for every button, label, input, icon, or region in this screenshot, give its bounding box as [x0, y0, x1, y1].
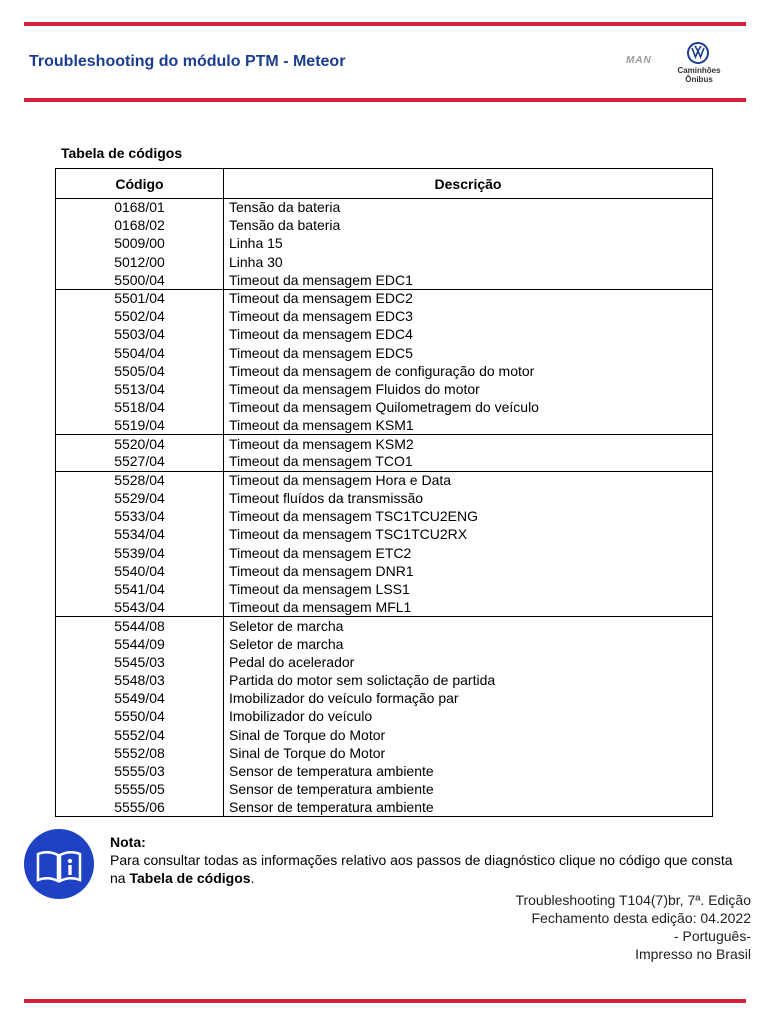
- table-row[interactable]: [56, 326, 713, 344]
- table-row[interactable]: [56, 289, 713, 307]
- fault-code-cell[interactable]: 5502/04: [56, 308, 224, 326]
- table-row[interactable]: [56, 199, 713, 217]
- table-row[interactable]: [56, 490, 713, 508]
- fault-description-cell: Sinal de Torque do Motor: [224, 744, 713, 762]
- fault-description-cell: Tensão da bateria: [224, 217, 713, 235]
- fault-description-cell: Timeout da mensagem Fluidos do motor: [224, 380, 713, 398]
- fault-code-cell[interactable]: 5543/04: [56, 599, 224, 617]
- fault-code-cell[interactable]: 0168/01: [56, 199, 224, 217]
- fault-code-cell[interactable]: 5500/04: [56, 271, 224, 289]
- page-title: Troubleshooting do módulo PTM - Meteor: [29, 53, 346, 70]
- fault-description-cell: Partida do motor sem solictação de partida: [224, 671, 713, 689]
- fault-code-cell[interactable]: 5513/04: [56, 380, 224, 398]
- table-row[interactable]: [56, 580, 713, 598]
- fault-code-cell[interactable]: 5012/00: [56, 253, 224, 271]
- fault-description-cell: Sensor de temperatura ambiente: [224, 781, 713, 799]
- brand-line-2: Ônibus: [685, 75, 713, 84]
- table-row[interactable]: [56, 271, 713, 289]
- fault-code-cell[interactable]: 5540/04: [56, 562, 224, 580]
- edition-line-4: Impresso no Brasil: [635, 946, 751, 962]
- fault-description-cell: Timeout da mensagem EDC4: [224, 326, 713, 344]
- brand-caption: [676, 66, 722, 84]
- brand-line-1: Caminhões: [677, 66, 721, 75]
- fault-description-cell: Timeout da mensagem EDC3: [224, 308, 713, 326]
- note-table-link[interactable]: Tabela de códigos: [129, 870, 251, 886]
- fault-description-cell: Sinal de Torque do Motor: [224, 726, 713, 744]
- fault-code-cell[interactable]: 5544/09: [56, 635, 224, 653]
- table-row[interactable]: [56, 526, 713, 544]
- fault-description-cell: Linha 15: [224, 235, 713, 253]
- fault-code-cell[interactable]: 5544/08: [56, 617, 224, 635]
- table-row[interactable]: [56, 671, 713, 689]
- fault-code-cell[interactable]: 5545/03: [56, 653, 224, 671]
- fault-description-cell: Pedal do acelerador: [224, 653, 713, 671]
- fault-code-cell[interactable]: 5529/04: [56, 490, 224, 508]
- fault-description-cell: Imobilizador do veículo: [224, 708, 713, 726]
- fault-code-cell[interactable]: 5520/04: [56, 435, 224, 453]
- fault-description-cell: Timeout da mensagem de configuração do motor: [224, 362, 713, 380]
- table-row[interactable]: [56, 344, 713, 362]
- fault-description-cell: Timeout da mensagem MFL1: [224, 599, 713, 617]
- fault-description-cell: Seletor de marcha: [224, 635, 713, 653]
- table-row[interactable]: [56, 471, 713, 489]
- table-row[interactable]: [56, 799, 713, 817]
- fault-description-cell: Timeout da mensagem Hora e Data: [224, 471, 713, 489]
- table-row[interactable]: [56, 253, 713, 271]
- fault-description-cell: Timeout da mensagem Quilometragem do veículo: [224, 399, 713, 417]
- fault-description-cell: Linha 30: [224, 253, 713, 271]
- man-logo-text: MAN: [626, 55, 652, 66]
- edition-line-1: Troubleshooting T104(7)br, 7ª. Edição: [515, 892, 751, 908]
- table-row[interactable]: [56, 690, 713, 708]
- fault-code-cell[interactable]: 5552/08: [56, 744, 224, 762]
- fault-code-cell[interactable]: 5549/04: [56, 690, 224, 708]
- table-row[interactable]: [56, 435, 713, 453]
- fault-description-cell: Timeout da mensagem TSC1TCU2ENG: [224, 508, 713, 526]
- column-header-description: Descrição: [224, 169, 713, 199]
- fault-code-cell[interactable]: 5555/05: [56, 781, 224, 799]
- fault-code-cell[interactable]: 5009/00: [56, 235, 224, 253]
- table-row[interactable]: [56, 308, 713, 326]
- table-row[interactable]: [56, 217, 713, 235]
- table-row[interactable]: [56, 781, 713, 799]
- column-header-code: Código: [56, 169, 224, 199]
- table-caption: Tabela de códigos: [61, 145, 183, 161]
- table-row[interactable]: [56, 744, 713, 762]
- fault-description-cell: Timeout da mensagem EDC1: [224, 271, 713, 289]
- header-divider: [24, 98, 746, 102]
- table-row[interactable]: [56, 362, 713, 380]
- table-row[interactable]: [56, 708, 713, 726]
- man-vw-logo: [624, 42, 754, 92]
- fault-description-cell: Timeout da mensagem EDC5: [224, 344, 713, 362]
- fault-code-cell[interactable]: 0168/02: [56, 217, 224, 235]
- table-row[interactable]: [56, 762, 713, 780]
- table-row[interactable]: [56, 417, 713, 435]
- fault-description-cell: Imobilizador do veículo formação par: [224, 690, 713, 708]
- fault-description-cell: Sensor de temperatura ambiente: [224, 799, 713, 817]
- fault-code-cell[interactable]: 5528/04: [56, 471, 224, 489]
- fault-code-cell[interactable]: 5519/04: [56, 417, 224, 435]
- fault-code-cell[interactable]: 5527/04: [56, 453, 224, 471]
- fault-description-cell: Timeout da mensagem TCO1: [224, 453, 713, 471]
- table-row[interactable]: [56, 453, 713, 471]
- fault-code-cell[interactable]: 5501/04: [56, 289, 224, 307]
- top-divider: [24, 22, 746, 26]
- fault-description-cell: Tensão da bateria: [224, 199, 713, 217]
- table-row[interactable]: [56, 653, 713, 671]
- table-row[interactable]: [56, 380, 713, 398]
- edition-line-3: - Português-: [673, 928, 751, 944]
- codes-table-body: [56, 199, 713, 817]
- fault-code-cell[interactable]: 5505/04: [56, 362, 224, 380]
- fault-description-cell: Timeout da mensagem TSC1TCU2RX: [224, 526, 713, 544]
- fault-code-cell[interactable]: 5548/03: [56, 671, 224, 689]
- table-row[interactable]: [56, 235, 713, 253]
- edition-info: [515, 891, 751, 963]
- fault-code-cell[interactable]: 5539/04: [56, 544, 224, 562]
- codes-table: [55, 168, 713, 817]
- fault-description-cell: Timeout da mensagem EDC2: [224, 289, 713, 307]
- fault-code-cell[interactable]: 5503/04: [56, 326, 224, 344]
- table-row[interactable]: [56, 562, 713, 580]
- fault-code-cell[interactable]: 5555/03: [56, 762, 224, 780]
- edition-line-2: Fechamento desta edição: 04.2022: [531, 910, 751, 926]
- table-row[interactable]: [56, 544, 713, 562]
- table-header-row: [56, 169, 713, 199]
- footer-divider: [24, 999, 746, 1003]
- fault-code-cell[interactable]: 5541/04: [56, 580, 224, 598]
- fault-code-cell[interactable]: 5552/04: [56, 726, 224, 744]
- fault-description-cell: Seletor de marcha: [224, 617, 713, 635]
- fault-description-cell: Timeout da mensagem KSM2: [224, 435, 713, 453]
- table-row[interactable]: [56, 399, 713, 417]
- fault-description-cell: Timeout da mensagem KSM1: [224, 417, 713, 435]
- fault-code-cell[interactable]: 5504/04: [56, 344, 224, 362]
- fault-code-cell[interactable]: 5555/06: [56, 799, 224, 817]
- fault-description-cell: Timeout da mensagem ETC2: [224, 544, 713, 562]
- vw-emblem-icon: [687, 42, 709, 64]
- table-row[interactable]: [56, 726, 713, 744]
- table-row[interactable]: [56, 617, 713, 635]
- table-row[interactable]: [56, 635, 713, 653]
- fault-code-cell[interactable]: 5550/04: [56, 708, 224, 726]
- fault-description-cell: Timeout da mensagem LSS1: [224, 580, 713, 598]
- fault-description-cell: Timeout fluídos da transmissão: [224, 490, 713, 508]
- fault-code-cell[interactable]: 5533/04: [56, 508, 224, 526]
- fault-description-cell: Timeout da mensagem DNR1: [224, 562, 713, 580]
- fault-code-cell[interactable]: 5534/04: [56, 526, 224, 544]
- fault-description-cell: Sensor de temperatura ambiente: [224, 762, 713, 780]
- table-row[interactable]: [56, 599, 713, 617]
- note-text: [110, 851, 750, 887]
- fault-code-cell[interactable]: 5518/04: [56, 399, 224, 417]
- note-text-main: Para consultar todas as informações relativo aos passos de diagnóstico clique no código que consta na: [110, 852, 733, 886]
- table-row[interactable]: [56, 508, 713, 526]
- info-book-icon: [23, 828, 95, 900]
- note-title: Nota:: [110, 834, 146, 850]
- note-text-end: .: [250, 870, 255, 886]
